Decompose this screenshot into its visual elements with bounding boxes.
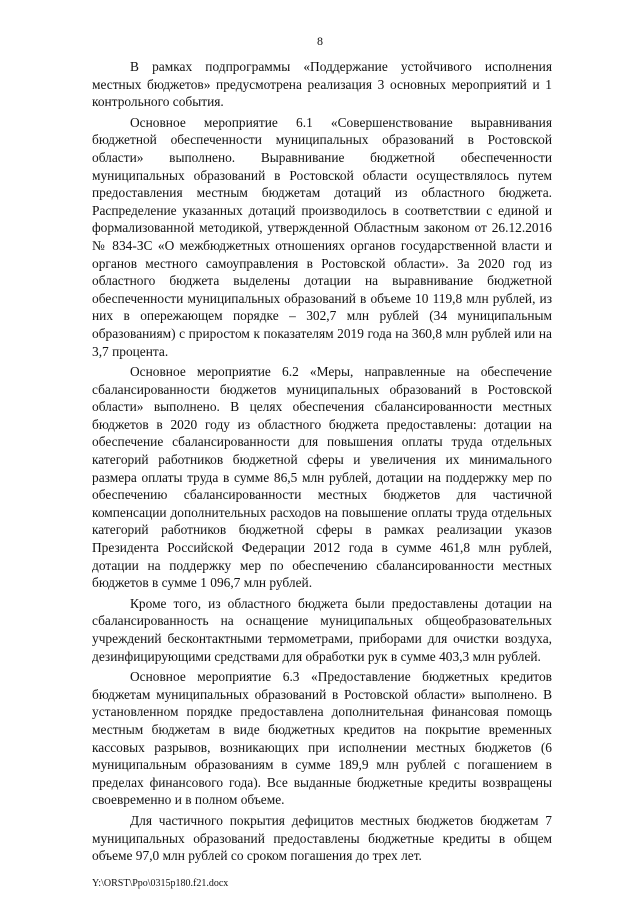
paragraph-additional-subsidies: Кроме того, из областного бюджета были предоставлены дотации на сбалансированность на оснащение муниципальных общеобразовательных учреждений бесконтактными термометрами, приборами для очистки воздуха, дезинфицирующими средствами для обработки рук в сумме 403,3 млн рублей. xyxy=(92,595,552,664)
paragraph-deficit-credits: Для частичного покрытия дефицитов местных бюджетов бюджетам 7 муниципальных образований предоставлены бюджетные кредиты в общем объеме 97,0 млн рублей со сроком погашения до трех лет. xyxy=(92,812,552,864)
footer-file-path: Y:\ORST\Ppo\0315p180.f21.docx xyxy=(92,878,229,889)
paragraph-subprogram-intro: В рамках подпрограммы «Поддержание устойчивого исполнения местных бюджетов» предусмотрена реализация 3 основных мероприятий и 1 контрольного события. xyxy=(92,59,552,110)
paragraph-measure-6-2: Основное мероприятие 6.2 «Меры, направленные на обеспечение сбалансированности бюджетов муниципальных образований в Ростовской области» выполнено. В целях обеспечения сбалансированности местных бюджетов в 2020 году из областного бюджета предоставлены: дотации на обеспечение сбалансированности для повышения оплаты труда отдельных категорий работников бюджетной сферы и увеличения их минимального размера оплаты труда в сумме 86,5 млн рублей, дотации на поддержку мер по обеспечению сбалансированности местных бюджетов для частичной компенсации дополнительных расходов на повышение оплаты труда отдельных категорий работников бюджетной сферы в рамках реализации указов Президента Российской Федерации 2012 года в сумме 461,8 млн рублей, дотации на поддержку мер по обеспечению сбалансированности местных бюджетов в сумме 1 096,7 млн рублей. xyxy=(92,364,552,591)
page-number: 8 xyxy=(317,34,323,48)
paragraph-measure-6-3: Основное мероприятие 6.3 «Предоставление бюджетных кредитов бюджетам муниципальных образований в Ростовской области» выполнено. В установленном порядке предоставлена дополнительная финансовая помощь местным бюджетам в виде бюджетных кредитов на покрытие временных кассовых разрывов, возникающих при исполнении местных бюджетов (6 муниципальным образованиям в сумме 189,9 млн рублей с погашением в пределах финансового года). Все выданные бюджетные кредиты возвращены своевременно и в полном объеме. xyxy=(92,669,552,808)
document-body xyxy=(92,58,552,868)
paragraph-measure-6-1: Основное мероприятие 6.1 «Совершенствование выравнивания бюджетной обеспеченности муниципальных образований в Ростовской области» выполнено. Выравнивание бюджетной обеспеченности муниципальных образований в Ростовской области осуществлялось путем предоставления местным бюджетам дотаций из областного бюджета. Распределение указанных дотаций производилось в соответствии с единой и формализованной методикой, утвержденной Областным законом от 26.12.2016 № 834-ЗС «О межбюджетных отношениях органов государственной власти и органов местного самоуправления в Ростовской области». За 2020 год из областного бюджета выделены дотации на выравнивание бюджетной обеспеченности муниципальных образований в объеме 10 119,8 млн рублей, из них в опережающем порядке – 302,7 млн рублей (34 муниципальным образованиям) с приростом к показателям 2019 года на 360,8 млн рублей или на 3,7 процента. xyxy=(92,114,552,359)
